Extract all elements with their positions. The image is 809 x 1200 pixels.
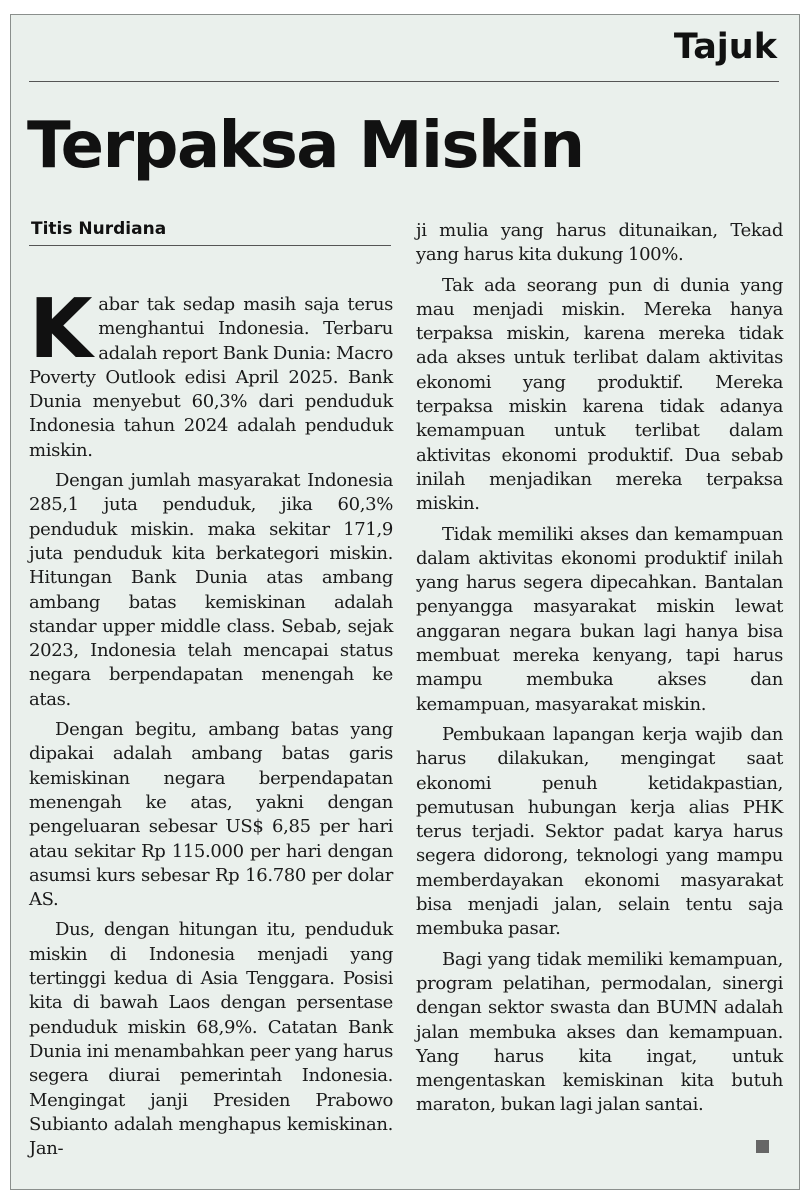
paragraph-1-text: abar tak sedap masih saja terus menghantui Indonesia. Terbaru adalah report Bank Dunia: Macro Poverty Outlook edisi April 2025. Bank Dunia menyebut 60,3% dari penduduk Indonesia tahun 2024 adalah penduduk miskin. — [29, 294, 393, 461]
end-mark-icon — [756, 1140, 769, 1153]
paragraph-4: Dus, dengan hitungan itu, penduduk miskin di Indonesia menjadi yang tertinggi kedua di Asia Tenggara. Posisi kita di bawah Laos dengan persentase penduduk miskin 68,9%. Catatan Bank Dunia ini menambahkan peer yang harus segera diurai pemerintah Indonesia. Mengingat janji Presiden Prabowo Subianto adalah menghapus kemiskinan. Jan- — [29, 919, 393, 1160]
headline: Terpaksa Miskin — [27, 109, 584, 183]
paragraph-2: Dengan jumlah masyarakat Indonesia 285,1 juta penduduk, jika 60,3% penduduk miskin. maka sekitar 171,9 juta penduduk kita berkategori miskin. Hitungan Bank Dunia atas ambang ambang batas kemiskinan adalah standar upper middle class. Sebab, sejak 2023, Indonesia telah mencapai status negara berpendapatan menengah ke atas. — [29, 470, 393, 710]
left-column — [29, 282, 393, 1167]
paragraph-6: Tak ada seorang pun di dunia yang mau menjadi miskin. Mereka hanya terpaksa miskin, karena mereka tidak ada akses untuk terlibat dalam aktivitas ekonomi yang produktif. Mereka terpaksa miskin karena tidak adanya kemampuan untuk terlibat dalam aktivitas ekonomi produktif. Dua sebab inilah menjadikan mereka terpaksa miskin. — [416, 274, 783, 515]
paragraph-3: Dengan begitu, ambang batas yang dipakai adalah ambang batas garis kemiskinan negara berpendapatan menengah ke atas, yakni dengan pengeluaran sebesar US$ 6,85 per hari atau sekitar Rp 115.000 per hari dengan asumsi kurs sebesar Rp 16.780 per dolar AS. — [29, 719, 393, 911]
paragraph-8: Pembukaan lapangan kerja wajib dan harus dilakukan, mengingat saat ekonomi penuh ketidakpastian, pemutusan hubungan kerja alias PHK terus terjadi. Sektor padat karya harus segera didorong, teknologi yang mampu memberdayakan ekonomi masyarakat bisa menjadi jalan, selain tentu saja membuka pasar. — [416, 723, 783, 940]
right-column — [416, 219, 783, 1124]
section-label: Tajuk — [673, 27, 777, 67]
byline: Titis Nurdiana — [31, 219, 167, 239]
paragraph-9: Bagi yang tidak memiliki kemampuan, program pelatihan, permodalan, sinergi dengan sektor swasta dan BUMN adalah jalan membuka akses dan kemampuan. Yang harus kita ingat, untuk mengentaskan kemiskinan kita butuh maraton, bukan lagi jalan santai. — [416, 948, 783, 1116]
top-divider — [29, 81, 779, 82]
paragraph-7: Tidak memiliki akses dan kemampuan dalam aktivitas ekonomi produktif inilah yang harus segera dipecahkan. Bantalan penyangga masyarakat miskin lewat anggaran negara bukan lagi hanya bisa membuat mereka kenyang, tapi harus mampu membuka akses dan kemampuan, masyarakat miskin. — [416, 523, 783, 715]
byline-divider — [29, 245, 391, 246]
editorial-page — [10, 14, 800, 1190]
drop-cap: K — [29, 282, 93, 377]
paragraph-1 — [29, 282, 393, 463]
paragraph-5: ji mulia yang harus ditunaikan, Tekad yang harus kita dukung 100%. — [416, 220, 783, 266]
